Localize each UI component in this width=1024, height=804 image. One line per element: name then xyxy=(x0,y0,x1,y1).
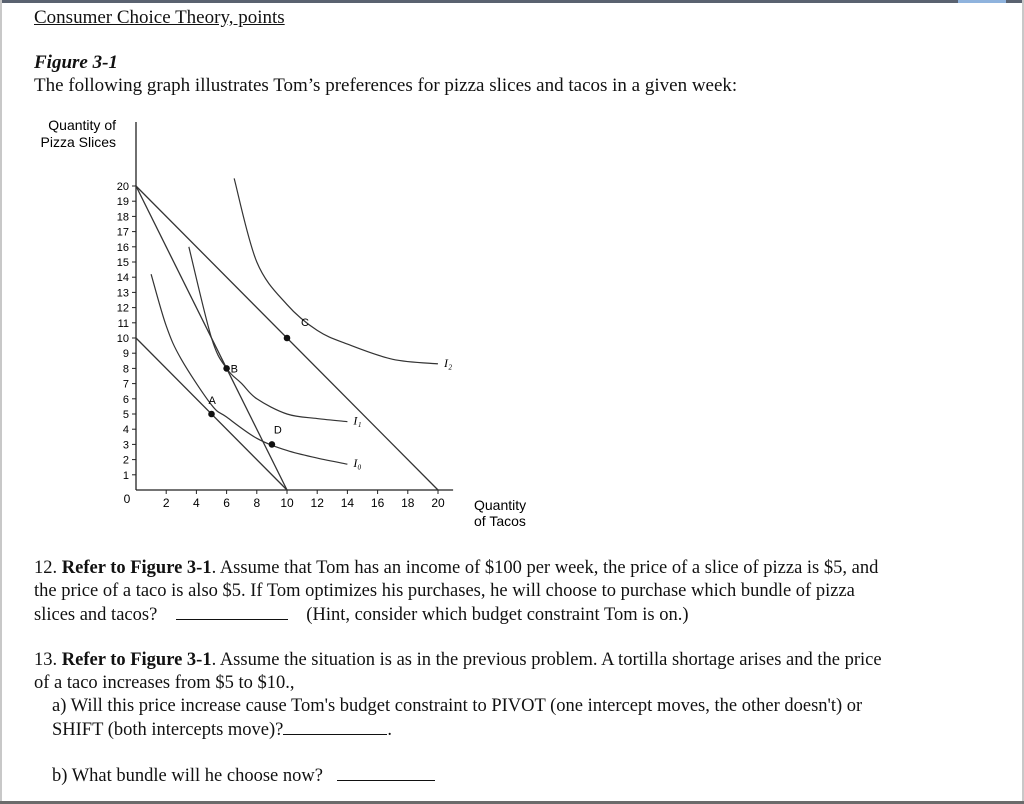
figure-caption: The following graph illustrates Tom’s preferences for pizza slices and tacos in a given week: xyxy=(34,75,738,96)
q13-number: 13. xyxy=(34,650,62,670)
y-tick-label: 15 xyxy=(116,257,129,269)
q13-part-a-end: . xyxy=(387,720,393,740)
figure-label: Figure 3-1 xyxy=(34,52,118,73)
y-tick-label: 13 xyxy=(116,287,129,300)
y-tick-label: 6 xyxy=(122,393,129,406)
y-tick-label: 1 xyxy=(122,469,129,482)
y-axis-label-line1: Quantity of xyxy=(48,117,116,133)
x-tick-label: 10 xyxy=(280,496,294,510)
y-tick-label: 17 xyxy=(116,226,129,239)
x-tick-label: 6 xyxy=(223,496,230,510)
y-tick-label: 3 xyxy=(122,439,129,452)
x-tick-label: 12 xyxy=(310,496,324,510)
bundle-point xyxy=(284,335,291,342)
x-tick-label: 14 xyxy=(340,496,355,510)
question-13 xyxy=(34,649,894,742)
x-axis-label-line2: of Tacos xyxy=(474,513,526,529)
x-axis-label-line1: Quantity xyxy=(474,497,527,513)
x-tick-label: 18 xyxy=(401,496,415,510)
bundle-point xyxy=(208,411,215,418)
indifference-curve-label: I₁ xyxy=(353,413,362,428)
bundle-point-label: D xyxy=(273,424,282,437)
y-tick-label: 2 xyxy=(122,454,129,467)
x-tick-label: 4 xyxy=(193,496,200,510)
indifference-curve-label: I₀ xyxy=(353,456,362,471)
q12-answer-blank[interactable] xyxy=(176,603,288,620)
window-top-border xyxy=(0,0,1024,3)
y-tick-label: 16 xyxy=(116,241,129,254)
y-tick-label: 7 xyxy=(122,378,129,391)
origin-label: 0 xyxy=(123,492,131,506)
bundle-point xyxy=(223,365,230,372)
x-tick-label: 16 xyxy=(370,496,385,510)
y-axis-label-line2: Pizza Slices xyxy=(40,134,116,150)
q13-figure-ref: Refer to Figure 3-1 xyxy=(61,650,212,670)
y-tick-label: 14 xyxy=(116,272,129,285)
y-tick-label: 5 xyxy=(122,409,129,421)
question-12 xyxy=(34,557,894,627)
y-tick-label: 4 xyxy=(122,424,129,437)
bundle-point-label: B xyxy=(230,363,238,376)
x-tick-label: 2 xyxy=(162,496,170,510)
indifference-curve-label: I₂ xyxy=(444,355,453,370)
q12-text: . Assume that Tom has an income of $100 per week, the price of a slice of pizza is $5, and the price of a taco is also $5. If Tom optimizes his purchases, he will choose to purchase which bundle of pizza slices and tacos? xyxy=(34,558,879,625)
bundle-point-label: C xyxy=(301,317,309,329)
q12-number: 12. xyxy=(34,558,62,578)
question-13b xyxy=(34,764,894,788)
window-top-accent xyxy=(958,0,1006,3)
indifference-curve xyxy=(234,178,438,363)
y-tick-label: 19 xyxy=(116,196,129,209)
q13-part-b-text: b) What bundle will he choose now? xyxy=(52,766,323,786)
q12-figure-ref: Refer to Figure 3-1 xyxy=(61,558,212,578)
bundle-point-label: A xyxy=(208,395,216,407)
y-tick-label: 18 xyxy=(116,211,129,224)
x-tick-label: 20 xyxy=(431,496,445,510)
y-tick-label: 20 xyxy=(116,181,129,193)
y-tick-label: 12 xyxy=(116,302,129,315)
q12-hint: (Hint, consider which budget constraint Tom is on.) xyxy=(306,605,689,625)
q13a-answer-blank[interactable] xyxy=(283,718,387,735)
document-title: Consumer Choice Theory, points xyxy=(34,7,285,28)
q13-text: . Assume the situation is as in the previous problem. A tortilla shortage arises and the price of a taco increases from $5 to $10., xyxy=(34,650,882,693)
q13-part-a xyxy=(34,695,894,742)
y-tick-label: 8 xyxy=(122,363,129,376)
indifference-curve-graph xyxy=(0,110,560,535)
y-tick-label: 10 xyxy=(116,333,129,345)
q13-part-a-text: a) Will this price increase cause Tom's budget constraint to PIVOT (one intercept moves, the other doesn't) or SHIFT (both intercepts move)? xyxy=(52,696,863,740)
q13b-answer-blank[interactable] xyxy=(337,764,435,781)
y-tick-label: 11 xyxy=(117,317,129,330)
y-tick-label: 9 xyxy=(122,348,129,361)
x-tick-label: 8 xyxy=(253,496,261,510)
bundle-point xyxy=(269,441,276,448)
